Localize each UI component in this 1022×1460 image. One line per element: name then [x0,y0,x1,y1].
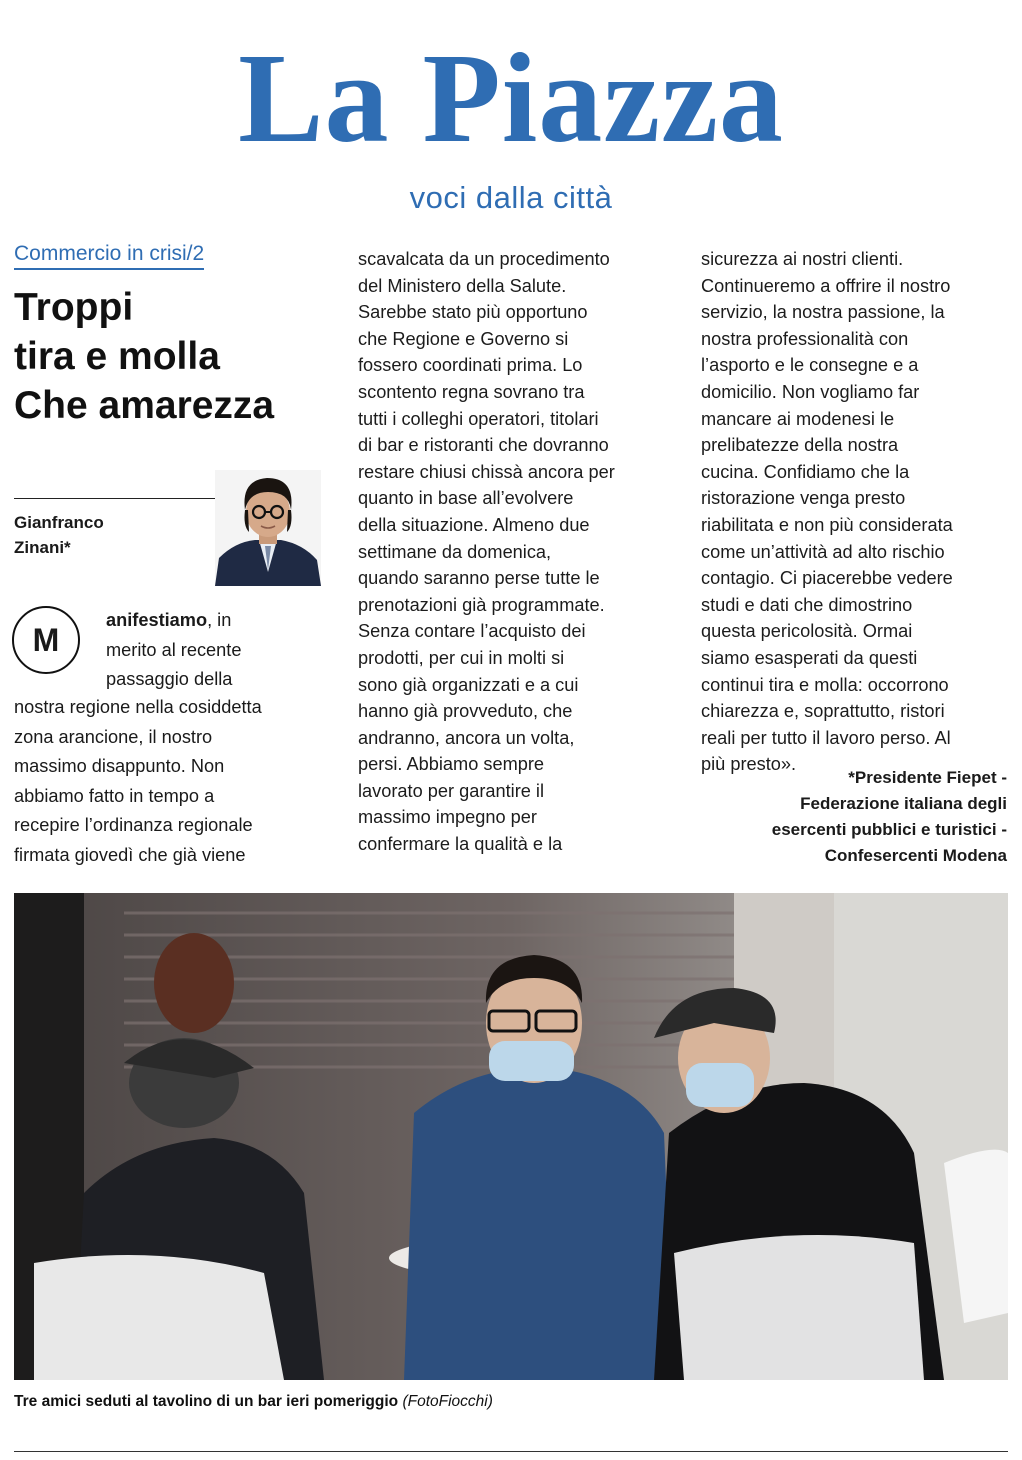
text-line: del Ministero della Salute. [358,275,567,296]
text-line: della situazione. Almeno due [358,514,590,535]
text-line: andranno, ancora un volta, [358,727,575,748]
column-3 [701,246,953,778]
text-line: mancare ai modenesi le [701,408,895,429]
text-line [106,606,241,636]
signature-line: esercenti pubblici e turistici - [771,820,1007,839]
text-line: come un’attività ad alto rischio [701,541,945,562]
text-line: fossero coordinati prima. Lo [358,355,583,376]
text-line: servizio, la nostra passione, la [701,302,945,323]
column-2 [358,246,615,858]
signature-line: *Presidente Fiepet - [848,768,1007,787]
text-line: confermare la qualità e la [358,834,563,855]
text-line: che Regione e Governo si [358,328,569,349]
text-line: nostra regione nella cosiddetta [14,697,262,717]
text-line: passaggio della [106,669,233,689]
text-line: più presto». [701,754,797,775]
text-line: domicilio. Non vogliamo far [701,381,920,402]
text-line: zona arancione, il nostro [14,726,213,747]
article-headline [14,283,334,430]
column-1-lead [106,606,241,695]
text-line: riabilitata e non più considerata [701,514,953,535]
text-line: reali per tutto il lavoro perso. Al [701,727,951,748]
text-line: settimane da domenica, [358,541,552,562]
text-line: hanno già provveduto, che [358,701,573,722]
text-line: siamo esasperati da questi [701,647,918,668]
text-line: massimo disappunto. Non [14,756,225,777]
author-signature [772,765,1007,869]
lead-word: anifestiamo [106,610,208,630]
text-line: prenotazioni già programmate. [358,594,605,615]
text-line: Senza contare l’acquisto dei [358,621,586,642]
author-portrait [215,470,321,586]
signature-line: Federazione italiana degli [800,794,1007,813]
text-line: l’asporto e le consegne e a [701,355,919,376]
text-line: sicurezza ai nostri clienti. [701,249,904,269]
author-byline [14,510,194,560]
headline-line: Che amarezza [14,384,275,427]
text-line: prelibatezze della nostra [701,435,899,456]
signature-line: Confesercenti Modena [824,846,1007,865]
text-line: firmata giovedì che già viene [14,844,246,865]
masthead-title: La Piazza [238,27,784,169]
lead-rest: , in [207,610,232,630]
text-line: quanto in base all’evolvere [358,488,574,509]
text-line: persi. Abbiamo sempre [358,754,545,775]
text-line: abbiamo fatto in tempo a [14,785,215,806]
text-line: lavorato per garantire il [358,780,545,801]
text-line: massimo impegno per [358,807,537,828]
text-line: scontento regna sovrano tra [358,381,585,402]
article-photo [14,893,1008,1380]
page-divider [14,1451,1008,1452]
headline-line: tira e molla [14,335,220,378]
text-line: scavalcata da un procedimento [358,249,610,269]
text-line: questa pericolosità. Ormai [701,621,913,642]
caption-text: Tre amici seduti al tavolino di un bar ieri pomeriggio [14,1393,399,1410]
text-line: prodotti, per cui in molti si [358,647,565,668]
text-line: nostra professionalità con [701,328,909,349]
author-line: Gianfranco [14,513,104,532]
text-line: sono già organizzati e a cui [358,674,579,695]
photo-credit: (FotoFiocchi) [402,1393,493,1410]
text-line: cucina. Confidiamo che la [701,461,910,482]
text-line: studi e dati che dimostrino [701,594,913,615]
photo-caption [14,1393,493,1411]
article-kicker: Commercio in crisi/2 [14,242,204,270]
text-line: restare chiusi chissà ancora per [358,461,615,482]
text-line: recepire l’ordinanza regionale [14,815,253,836]
text-line: chiarezza e, soprattutto, ristori [701,701,945,722]
text-line: quando saranno perse tutte le [358,568,600,589]
text-line: di bar e ristoranti che dovranno [358,435,609,456]
text-line: tutti i colleghi operatori, titolari [358,408,599,429]
masthead-subtitle: voci dalla città [409,180,613,215]
text-line: Sarebbe stato più opportuno [358,302,588,323]
headline-line: Troppi [14,286,134,329]
text-line: merito al recente [106,639,242,660]
text-line: ristorazione venga presto [701,488,906,509]
author-line: Zinani* [14,538,71,557]
text-line: continui tira e molla: occorrono [701,674,949,695]
text-line: Continueremo a offrire il nostro [701,275,951,296]
column-1 [14,693,262,871]
text-line: contagio. Ci piacerebbe vedere [701,568,953,589]
drop-cap: M [12,606,80,674]
